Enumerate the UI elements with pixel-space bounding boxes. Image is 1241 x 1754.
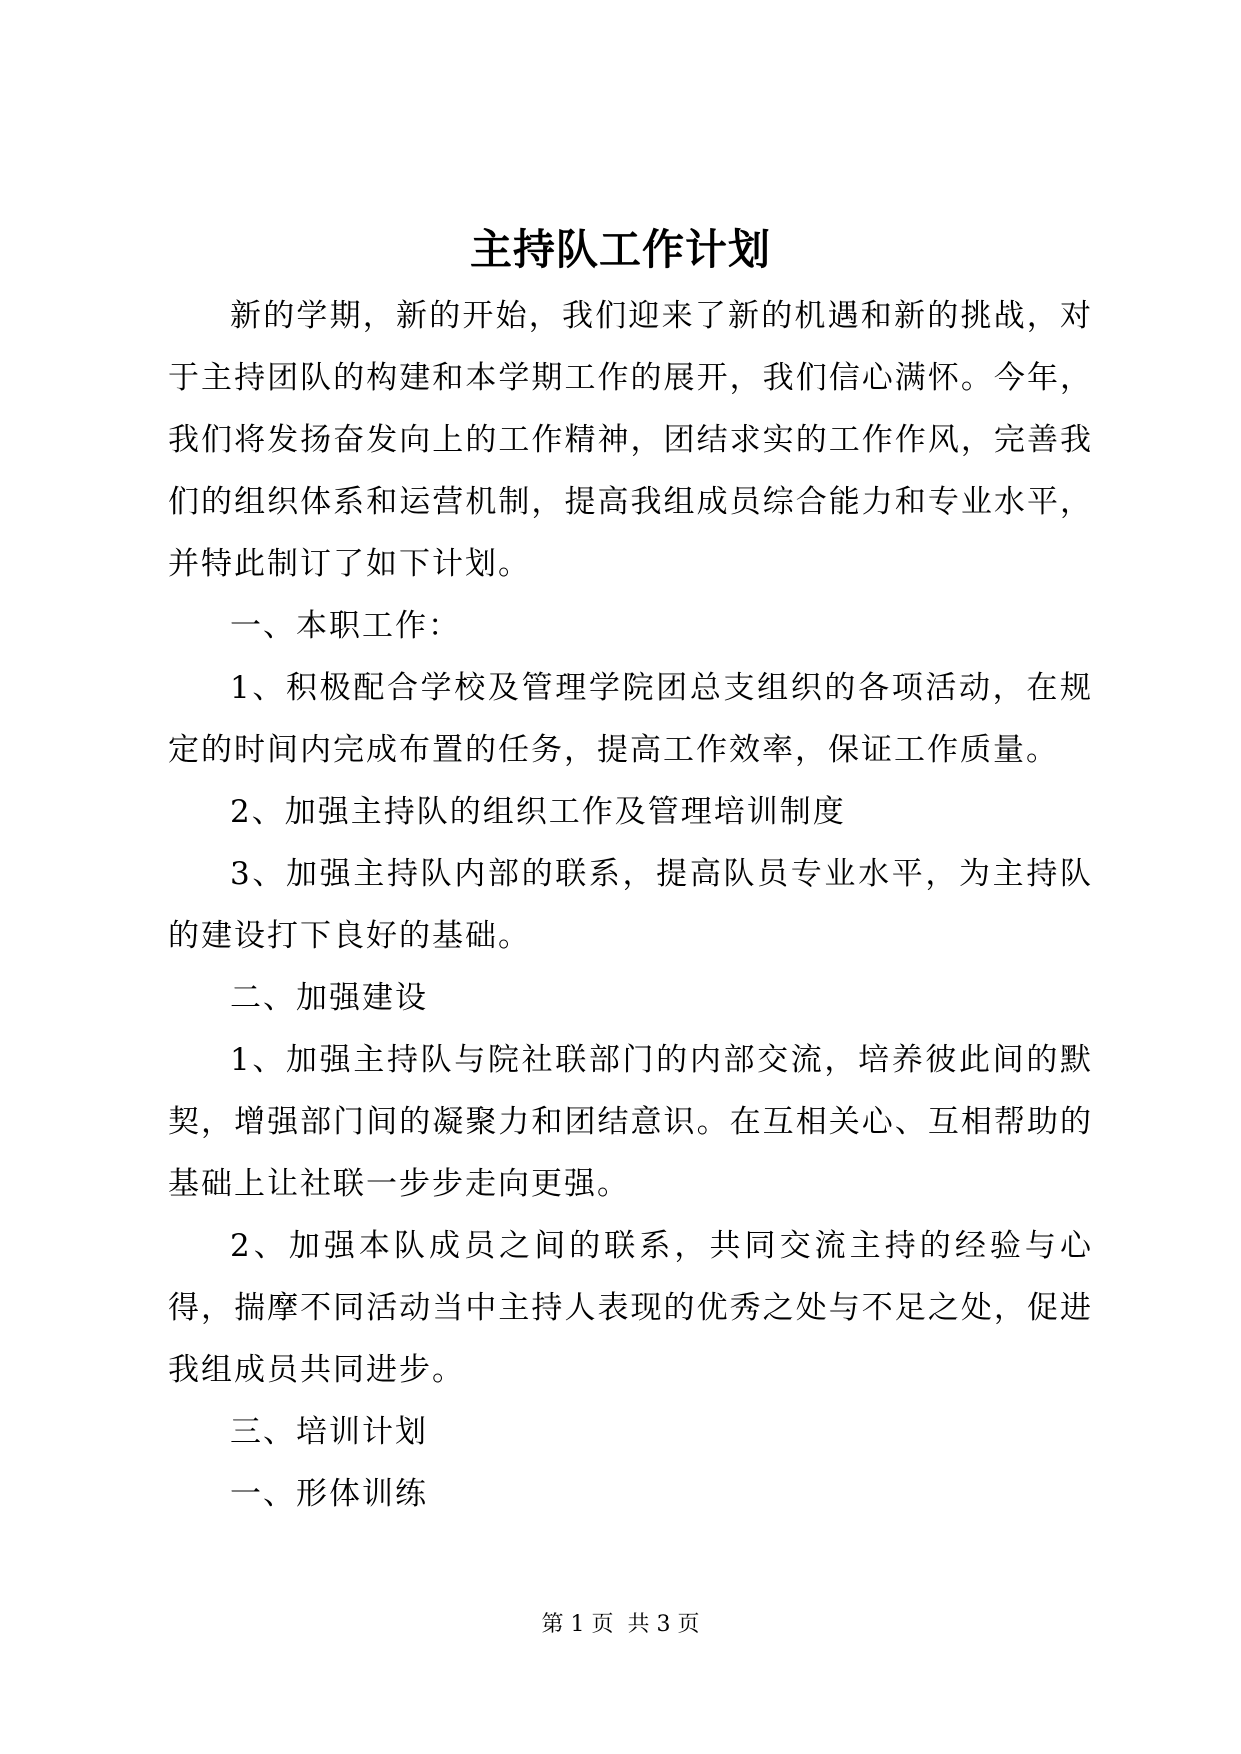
construction-item-2: 2、加强本队成员之间的联系，共同交流主持的经验与心得，揣摩不同活动当中主持人表现的优秀之处与不足之处，促进我组成员共同进步。 xyxy=(168,1228,1093,1388)
intro-paragraph: 新的学期，新的开始，我们迎来了新的机遇和新的挑战，对于主持团队的构建和本学期工作的展开，我们信心满怀。今年，我们将发扬奋发向上的工作精神，团结求实的工作作风，完善我们的组织体系和运营机制，提高我组成员综合能力和专业水平，并特此制订了如下计划。 xyxy=(168,298,1093,582)
section-heading-construction: 二、加强建设 xyxy=(230,980,428,1016)
page-footer xyxy=(0,1610,1241,1640)
duty-item-1: 1、积极配合学校及管理学院团总支组织的各项活动，在规定的时间内完成布置的任务，提高工作效率，保证工作质量。 xyxy=(168,670,1093,768)
section-heading-duties: 一、本职工作： xyxy=(230,608,461,644)
training-subheading-posture: 一、形体训练 xyxy=(230,1476,428,1512)
document-body xyxy=(168,285,1093,1525)
document-title: 主持队工作计划 xyxy=(469,225,771,274)
duty-item-2: 2、加强主持队的组织工作及管理培训制度 xyxy=(230,794,846,830)
construction-item-1: 1、加强主持队与院社联部门的内部交流，培养彼此间的默契，增强部门间的凝聚力和团结意识。在互相关心、互相帮助的基础上让社联一步步走向更强。 xyxy=(168,1042,1093,1202)
page-number-label: 第 1 页 共 3 页 xyxy=(541,1612,700,1637)
section-heading-training: 三、培训计划 xyxy=(230,1414,428,1450)
duty-item-3: 3、加强主持队内部的联系，提高队员专业水平，为主持队的建设打下良好的基础。 xyxy=(168,856,1093,954)
